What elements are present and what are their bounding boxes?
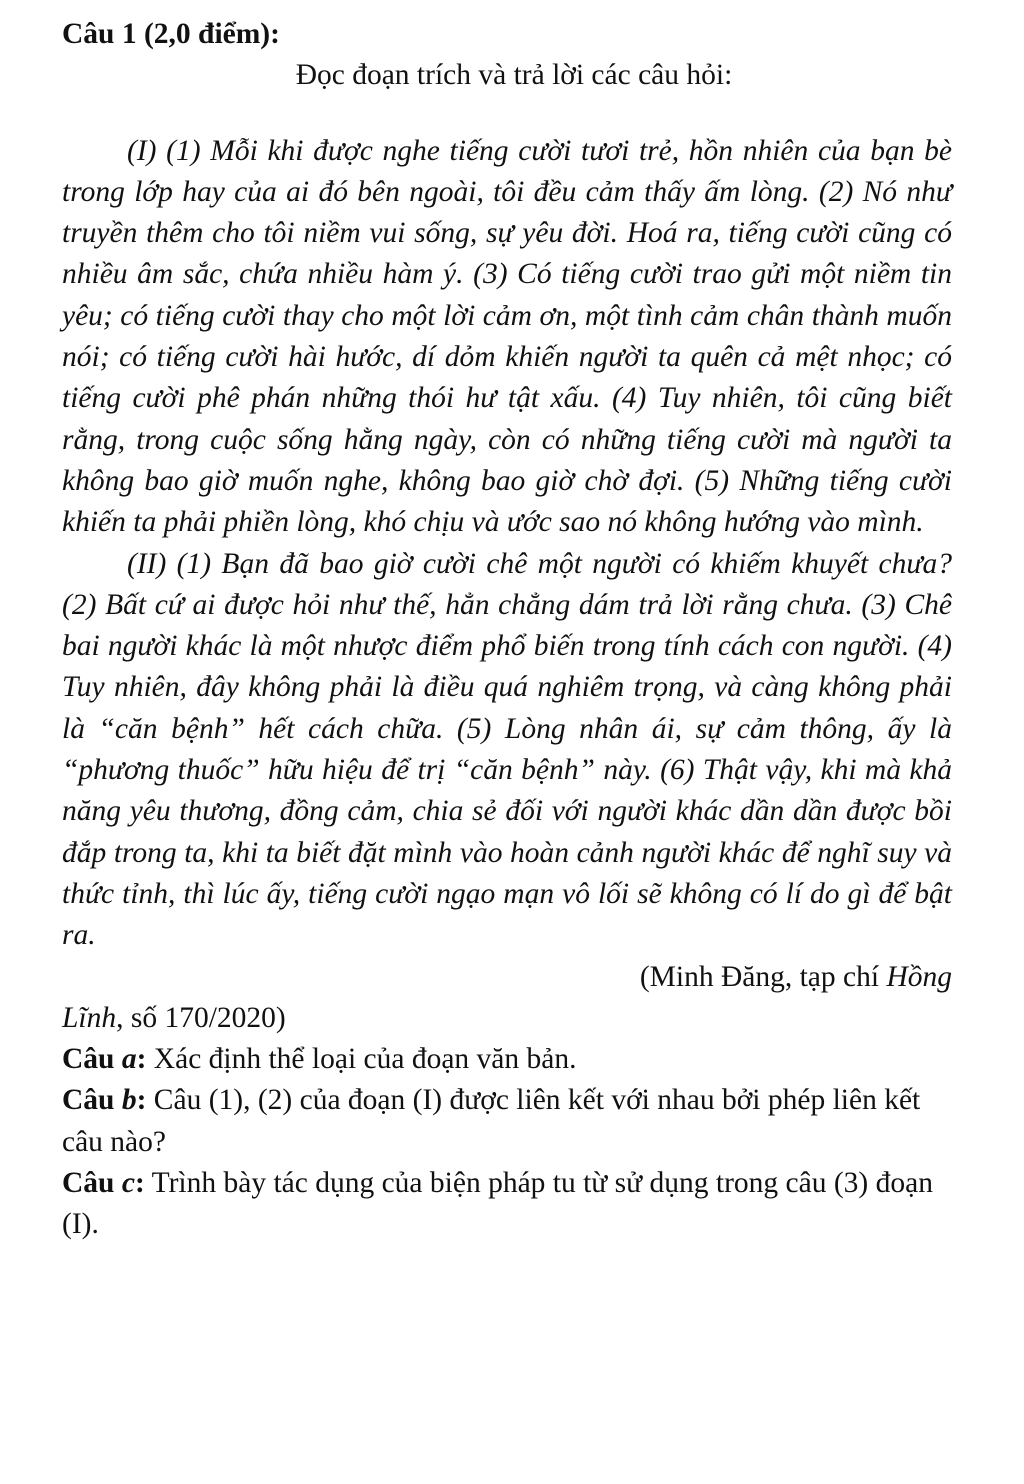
document-page	[62, 14, 952, 1246]
instruction-text: Đọc đoạn trích và trả lời các câu hỏi:	[295, 59, 733, 92]
question-title: Câu 1 (2,0 điểm):	[62, 18, 280, 50]
question-a-colon: :	[136, 1043, 147, 1076]
question-c-label-word: Câu	[62, 1167, 122, 1200]
source-magazine-name-part2: Lĩnh	[62, 1001, 117, 1034]
source-line-2	[62, 1002, 286, 1034]
question-c-label	[62, 1167, 145, 1199]
source-issue: , số 170/2020)	[116, 1001, 286, 1034]
source-citation	[62, 957, 952, 1040]
excerpt-paragraph-1: (I) (1) Mỗi khi được nghe tiếng cười tươi trẻ, hồn nhiên của bạn bè trong lớp hay của ai đó bên ngoài, tôi đều cảm thấy ấm lòng. (2) Nó như truyền thêm cho tôi niềm vui sống, sự yêu đời. Hoá ra, tiếng cười cũng có nhiều âm sắc, chứa nhiều hàm ý. (3) Có tiếng cười trao gửi một niềm tin yêu; có tiếng cười thay cho một lời cảm ơn, một tình cảm chân thành muốn nói; có tiếng cười hài hước, dí dỏm khiến người ta quên cả mệt nhọc; có tiếng cười phê phán những thói hư tật xấu. (4) Tuy nhiên, tôi cũng biết rằng, trong cuộc sống hằng ngày, còn có những tiếng cười mà người ta không bao giờ muốn nghe, không bao giờ chờ đợi. (5) Những tiếng cười khiến ta phải phiền lòng, khó chịu và ước sao nó không hướng vào mình.	[62, 134, 952, 539]
question-b-letter: b	[121, 1084, 137, 1117]
question-c-colon: :	[134, 1167, 145, 1200]
question-b	[62, 1080, 952, 1163]
question-b-colon: :	[136, 1084, 147, 1117]
question-a-label-word: Câu	[62, 1043, 122, 1076]
question-c	[62, 1163, 952, 1246]
question-b-text: Câu (1), (2) của đoạn (I) được liên kết với nhau bởi phép liên kết câu nào?	[62, 1084, 921, 1158]
question-a-label	[62, 1043, 146, 1075]
question-c-letter: c	[121, 1167, 135, 1200]
question-a	[62, 1039, 952, 1080]
source-author-magazine: (Minh Đăng, tạp chí	[639, 960, 887, 993]
question-a-text: Xác định thể loại của đoạn văn bản.	[146, 1043, 577, 1076]
source-line-1	[62, 957, 952, 998]
question-b-label-word: Câu	[62, 1084, 122, 1117]
source-magazine-name-part1: Hồng	[886, 960, 952, 993]
question-a-letter: a	[121, 1043, 137, 1076]
excerpt-paragraph-2: (II) (1) Bạn đã bao giờ cười chê một người có khiếm khuyết chưa? (2) Bất cứ ai được hỏi như thế, hẳn chẳng dám trả lời rằng chưa. (3) Chê bai người khác là một nhược điểm phổ biến trong tính cách con người. (4) Tuy nhiên, đây không phải là điều quá nghiêm trọng, và càng không phải là “căn bệnh” hết cách chữa. (5) Lòng nhân ái, sự cảm thông, ấy là “phương thuốc” hữu hiệu để trị “căn bệnh” này. (6) Thật vậy, khi mà khả năng yêu thương, đồng cảm, chia sẻ đối với người khác dần dần được bồi đắp trong ta, khi ta biết đặt mình vào hoàn cảnh người khác để nghĩ suy và thức tỉnh, thì lúc ấy, tiếng cười ngạo mạn vô lối sẽ không có lí do gì để bật ra.	[62, 547, 952, 952]
question-c-text: Trình bày tác dụng của biện pháp tu từ sử dụng trong câu (3) đoạn (I).	[62, 1167, 933, 1241]
question-b-label	[62, 1084, 146, 1116]
